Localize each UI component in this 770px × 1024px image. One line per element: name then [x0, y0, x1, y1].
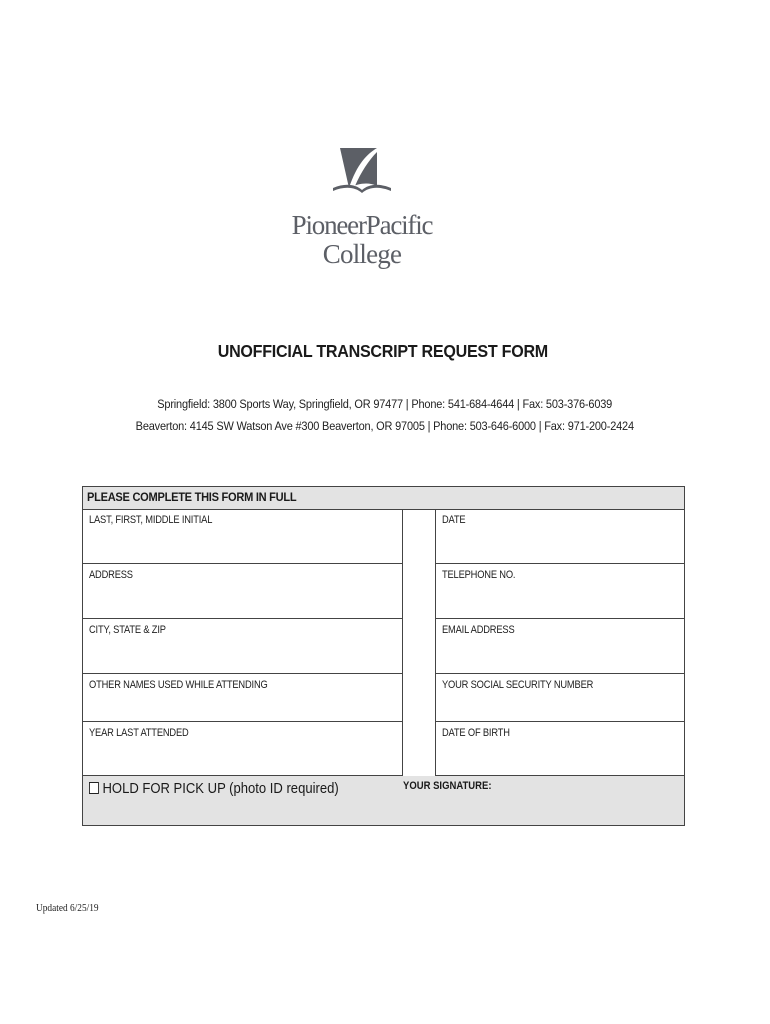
date-of-birth-field[interactable]	[435, 722, 684, 776]
other-names-label: OTHER NAMES USED WHILE ATTENDING	[89, 679, 268, 691]
hold-for-pickup-checkbox[interactable]	[89, 781, 339, 797]
email-label: EMAIL ADDRESS	[442, 624, 515, 636]
springfield-address: Springfield: 3800 Sports Way, Springfield, OR 97477 | Phone: 541-684-4644 | Fax: 503-376-6039	[157, 397, 613, 411]
name-label: LAST, FIRST, MIDDLE INITIAL	[89, 514, 213, 526]
form-header: PLEASE COMPLETE THIS FORM IN FULL	[83, 487, 684, 510]
svg-text:PioneerPacific: PioneerPacific	[291, 210, 433, 240]
date-field[interactable]	[435, 509, 684, 564]
ssn-field[interactable]	[435, 674, 684, 722]
svg-text:College: College	[322, 239, 402, 269]
checkbox-icon[interactable]	[89, 782, 99, 794]
signature-row	[83, 776, 684, 825]
year-last-attended-field[interactable]	[83, 722, 403, 776]
page-title: UNOFFICIAL TRANSCRIPT REQUEST FORM	[217, 341, 548, 361]
signature-label: YOUR SIGNATURE:	[403, 780, 492, 792]
spacer-cell	[403, 509, 435, 564]
date-label: DATE	[442, 514, 466, 526]
other-names-field[interactable]	[83, 674, 403, 722]
year-last-attended-label: YEAR LAST ATTENDED	[89, 727, 189, 739]
email-field[interactable]	[435, 619, 684, 674]
transcript-request-form	[82, 486, 685, 826]
hold-for-pickup-label: HOLD FOR PICK UP (photo ID required)	[102, 781, 339, 797]
ssn-label: YOUR SOCIAL SECURITY NUMBER	[442, 679, 594, 691]
address-field[interactable]	[83, 564, 403, 619]
beaverton-address: Beaverton: 4145 SW Watson Ave #300 Beaverton, OR 97005 | Phone: 503-646-6000 | Fax: 971-200-2424	[135, 419, 635, 433]
telephone-field[interactable]	[435, 564, 684, 619]
telephone-label: TELEPHONE NO.	[442, 569, 516, 581]
date-of-birth-label: DATE OF BIRTH	[442, 727, 510, 739]
updated-date: Updated 6/25/19	[36, 902, 99, 914]
logo-emblem-icon	[333, 148, 391, 193]
city-state-zip-field[interactable]	[83, 619, 403, 674]
college-logo	[287, 142, 437, 272]
address-label: ADDRESS	[89, 569, 133, 581]
name-field[interactable]	[83, 509, 403, 564]
city-state-zip-label: CITY, STATE & ZIP	[89, 624, 166, 636]
